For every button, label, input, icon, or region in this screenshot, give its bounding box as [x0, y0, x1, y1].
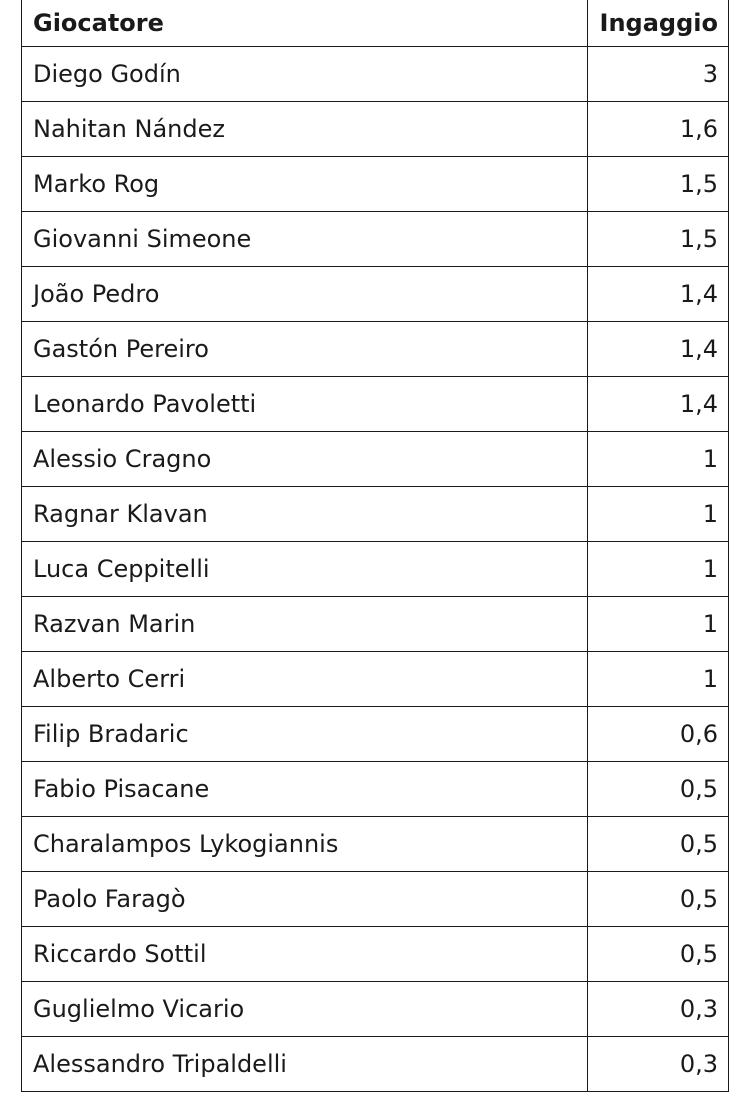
- player-name-cell: Marko Rog: [22, 157, 588, 212]
- fee-cell: 0,5: [588, 817, 729, 872]
- table-row: [22, 872, 729, 927]
- player-name-cell: Diego Godín: [22, 47, 588, 102]
- table-row: [22, 432, 729, 487]
- table-row: [22, 762, 729, 817]
- fee-cell: 0,5: [588, 927, 729, 982]
- player-name-cell: Alessandro Tripaldelli: [22, 1037, 588, 1092]
- table-row: [22, 487, 729, 542]
- table-row: [22, 982, 729, 1037]
- fee-cell: 1: [588, 542, 729, 597]
- player-name-cell: Guglielmo Vicario: [22, 982, 588, 1037]
- table-row: [22, 267, 729, 322]
- player-name-cell: Leonardo Pavoletti: [22, 377, 588, 432]
- fee-cell: 1: [588, 597, 729, 652]
- fee-cell: 1,4: [588, 267, 729, 322]
- fee-cell: 0,5: [588, 762, 729, 817]
- fee-cell: 1,5: [588, 212, 729, 267]
- fee-cell: 0,3: [588, 982, 729, 1037]
- player-name-cell: Alberto Cerri: [22, 652, 588, 707]
- player-name-cell: Razvan Marin: [22, 597, 588, 652]
- table-row: [22, 157, 729, 212]
- table-row: [22, 212, 729, 267]
- table-row: [22, 322, 729, 377]
- player-name-cell: Luca Ceppitelli: [22, 542, 588, 597]
- player-name-cell: Charalampos Lykogiannis: [22, 817, 588, 872]
- table-row: [22, 707, 729, 762]
- table-row: [22, 1037, 729, 1092]
- table-row: [22, 47, 729, 102]
- table-row: [22, 102, 729, 157]
- table-row: [22, 542, 729, 597]
- fee-cell: 1: [588, 652, 729, 707]
- player-name-cell: Ragnar Klavan: [22, 487, 588, 542]
- fee-cell: 0,6: [588, 707, 729, 762]
- fee-cell: 1,4: [588, 322, 729, 377]
- table-body: [22, 47, 729, 1092]
- player-name-cell: Fabio Pisacane: [22, 762, 588, 817]
- table-row: [22, 927, 729, 982]
- column-header-fee: Ingaggio: [588, 0, 729, 47]
- fee-cell: 1,4: [588, 377, 729, 432]
- table-row: [22, 597, 729, 652]
- fee-cell: 3: [588, 47, 729, 102]
- player-name-cell: Gastón Pereiro: [22, 322, 588, 377]
- fee-cell: 0,3: [588, 1037, 729, 1092]
- table-row: [22, 817, 729, 872]
- fee-cell: 1,5: [588, 157, 729, 212]
- fee-cell: 1,6: [588, 102, 729, 157]
- fee-cell: 1: [588, 487, 729, 542]
- player-name-cell: Alessio Cragno: [22, 432, 588, 487]
- salary-table-container: [21, 0, 728, 1092]
- player-name-cell: Paolo Faragò: [22, 872, 588, 927]
- column-header-player: Giocatore: [22, 0, 588, 47]
- table-row: [22, 377, 729, 432]
- table-header-row: [22, 0, 729, 47]
- player-name-cell: Nahitan Nández: [22, 102, 588, 157]
- salary-table: [21, 0, 729, 1092]
- player-name-cell: João Pedro: [22, 267, 588, 322]
- table-row: [22, 652, 729, 707]
- player-name-cell: Riccardo Sottil: [22, 927, 588, 982]
- fee-cell: 1: [588, 432, 729, 487]
- fee-cell: 0,5: [588, 872, 729, 927]
- player-name-cell: Filip Bradaric: [22, 707, 588, 762]
- player-name-cell: Giovanni Simeone: [22, 212, 588, 267]
